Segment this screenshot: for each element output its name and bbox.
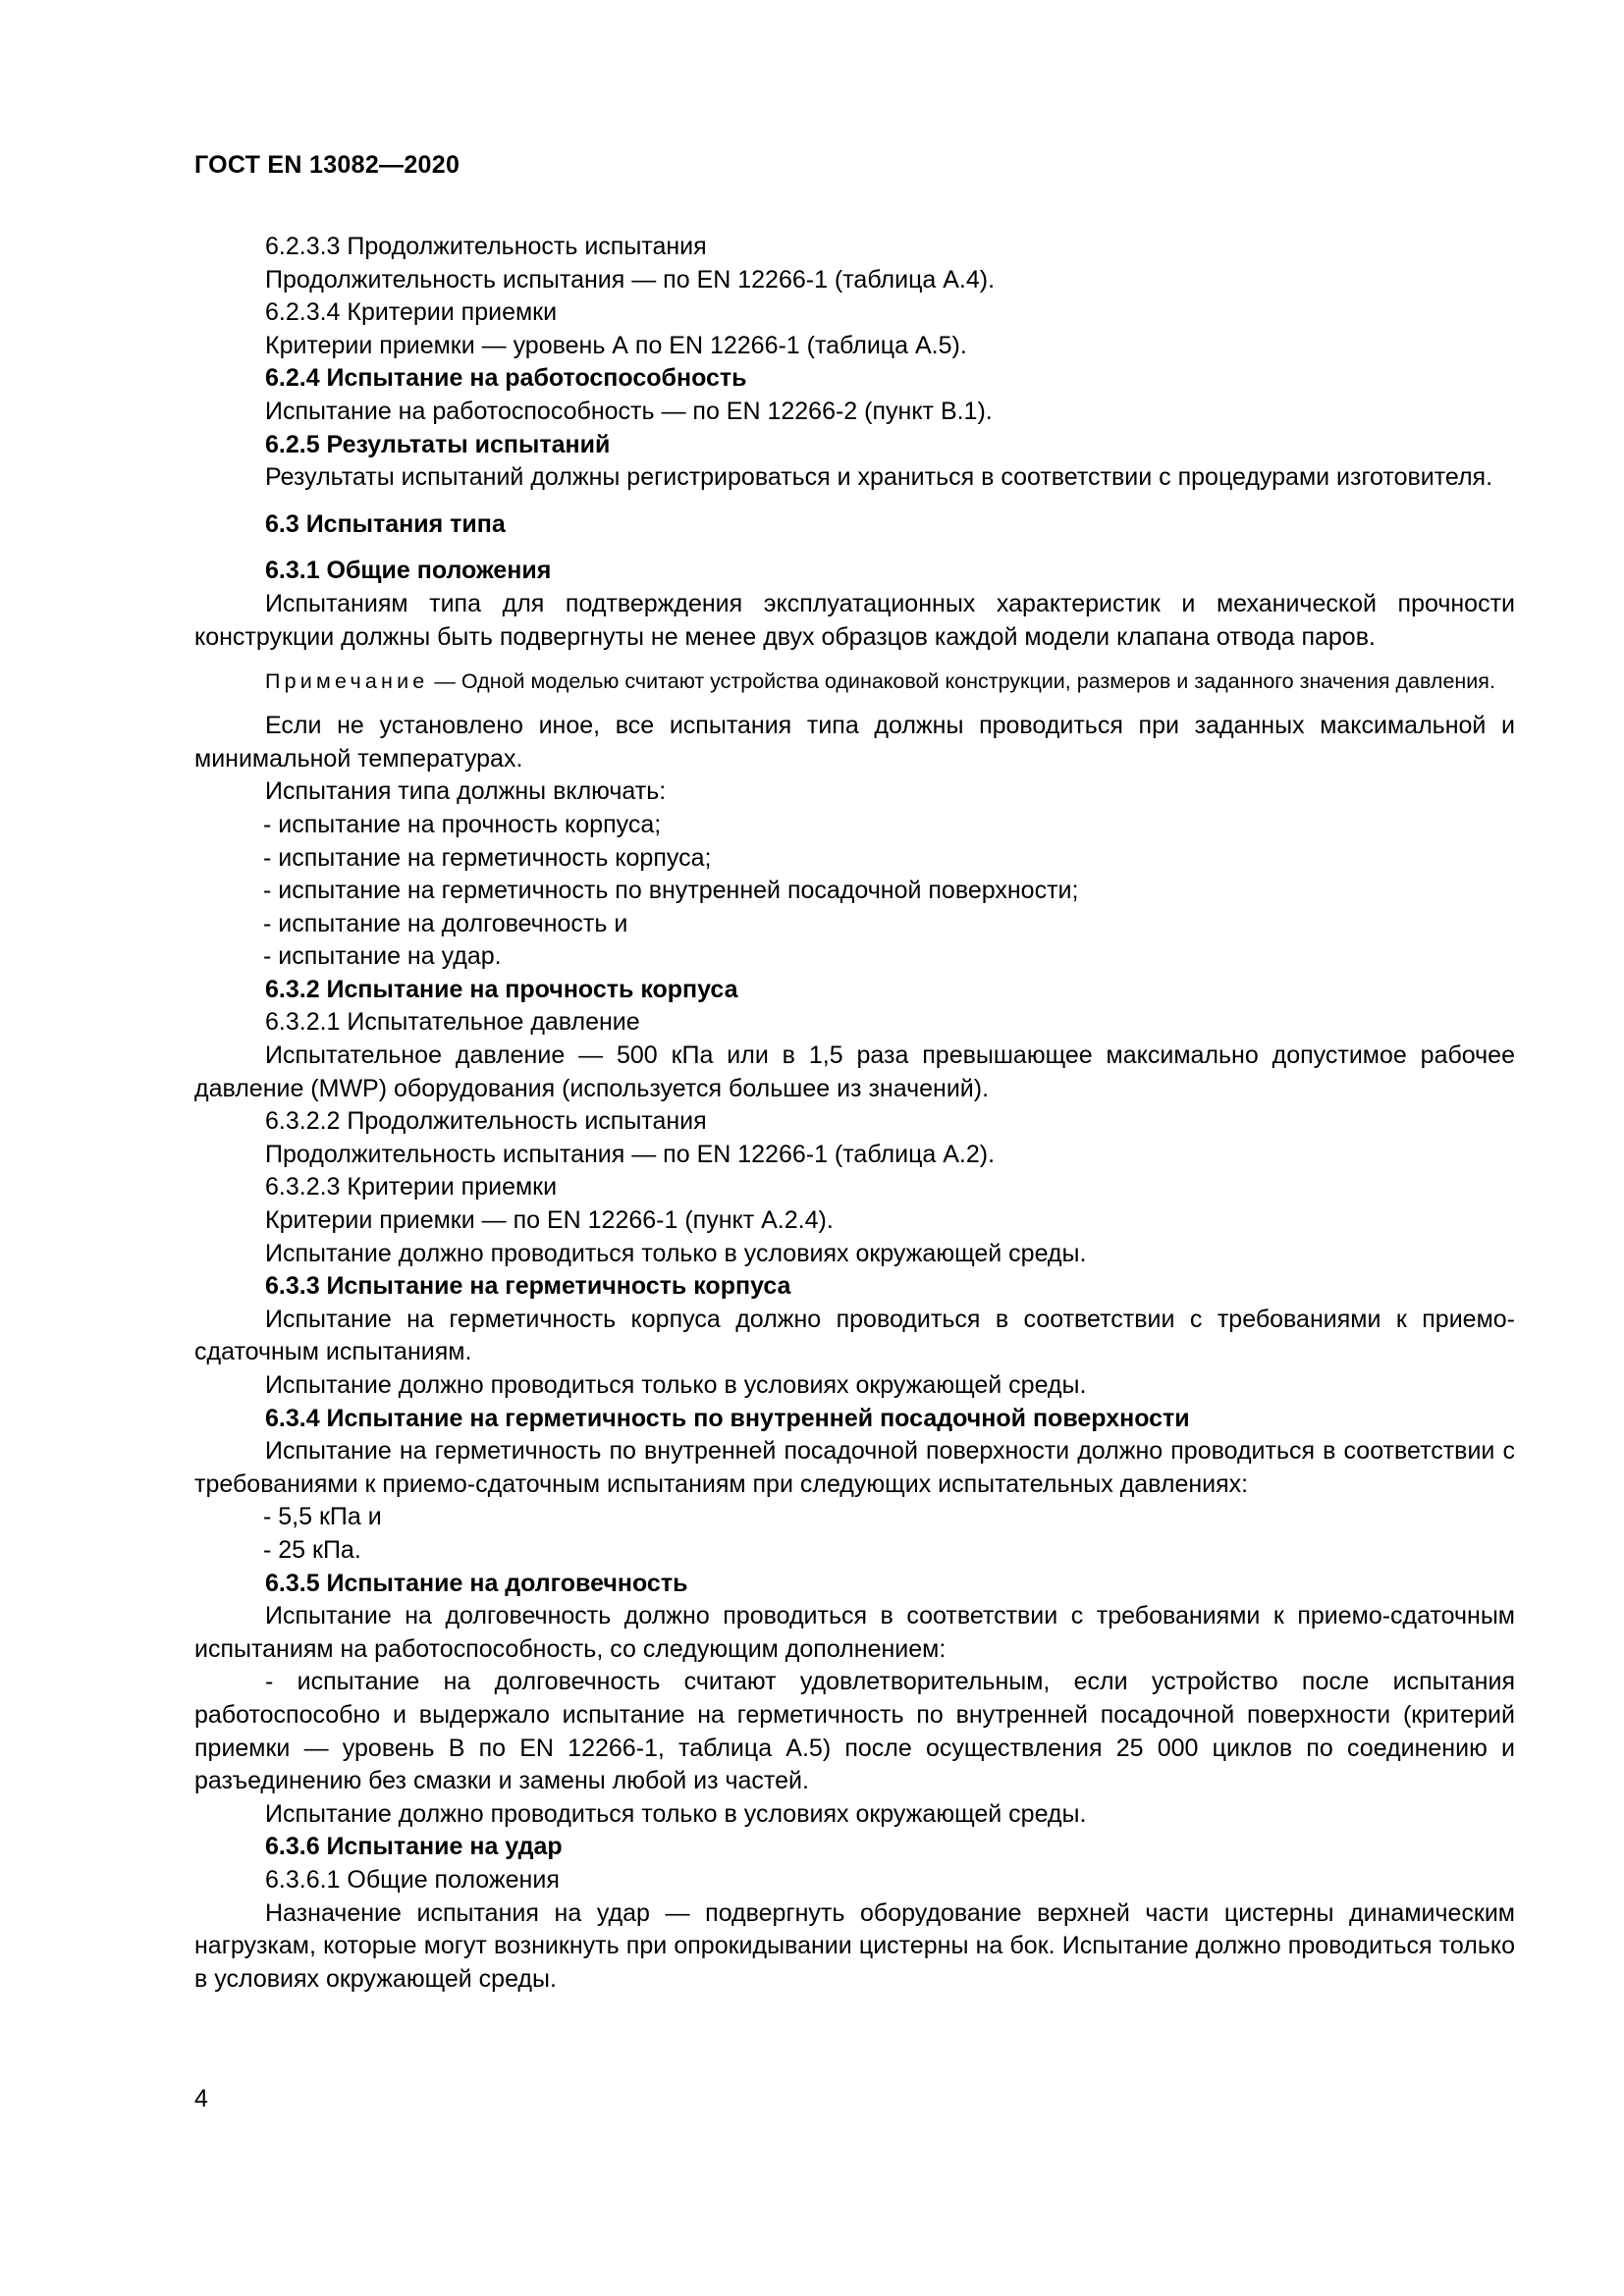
paragraph: Продолжительность испытания — по EN 12266-1 (таблица А.4). [265,265,996,294]
clause-heading: 6.3.4 Испытание на герметичность по внутренней посадочной поверхности [265,1404,1190,1432]
paragraph: Испытание должно проводиться только в условиях окружающей среды. [265,1799,1087,1828]
subclause-heading: 6.3.2.2 Продолжительность испытания [265,1107,707,1136]
subclause-heading: 6.3.6.1 Общие положения [265,1865,560,1894]
list-item: - испытание на долговечность и [263,909,628,937]
clause-heading: 6.3.2 Испытание на прочность корпуса [265,975,738,1003]
note-label: Примечание [265,669,429,694]
paragraph: Испытание на работоспособность — по EN 12266-2 (пункт В.1). [265,397,993,425]
paragraph: Испытание должно проводиться только в условиях окружающей среды. [265,1239,1087,1267]
list-item: - испытание на прочность корпуса; [263,810,662,838]
clause-heading: 6.3.5 Испытание на долговечность [265,1569,688,1597]
paragraph: Назначение испытания на удар — подвергнуть оборудование верхней части цистерны динамическим нагрузкам, которые могут возникнуть при опрокидывании цистерны на бок. Испытание должно проводиться только в условиях окружающей среды. [194,1898,1515,1993]
note-text: — Одной моделью считают устройства одинаковой конструкции, размеров и заданного значения давления. [428,669,1495,694]
paragraph: Испытание должно проводиться только в условиях окружающей среды. [265,1371,1087,1399]
paragraph: Если не установлено иное, все испытания типа должны проводиться при заданных максимальной и минимальной температурах. [194,712,1515,773]
document-header: ГОСТ EN 13082—2020 [194,151,460,179]
paragraph: Результаты испытаний должны регистрироваться и храниться в соответствии с процедурами изготовителя. [265,463,1493,492]
subclause-heading: 6.2.3.4 Критерии приемки [265,298,558,327]
paragraph: Испытания типа должны включать: [265,777,667,806]
note [194,666,1515,698]
list-item: - испытание на герметичность по внутренней посадочной поверхности; [263,877,1079,905]
paragraph: Испытаниям типа для подтверждения эксплуатационных характеристик и механической прочности конструкции должны быть подвергнуты не менее двух образцов каждой модели клапана отвода паров. [194,589,1515,651]
subclause-heading: 6.2.3.3 Продолжительность испытания [265,233,707,260]
list-item: - 5,5 кПа и [263,1503,382,1531]
list-item: - испытание на удар. [263,942,502,971]
section-heading: 6.3 Испытания типа [265,509,506,538]
clause-heading: 6.3.3 Испытание на герметичность корпуса [265,1272,791,1301]
clause-heading: 6.3.1 Общие положения [265,557,552,585]
paragraph: Испытание на долговечность должно проводиться в соответствии с требованиями к приемо-сдаточным испытаниям на работоспособность, со следующим дополнением: [194,1602,1515,1663]
paragraph: Критерии приемки — по EN 12266-1 (пункт А.2.4). [265,1206,834,1235]
page-number: 4 [194,2085,208,2112]
clause-heading: 6.2.5 Результаты испытаний [265,430,611,458]
subclause-heading: 6.3.2.3 Критерии приемки [265,1173,558,1201]
paragraph: Продолжительность испытания — по EN 12266-1 (таблица А.2). [265,1140,996,1168]
subclause-heading: 6.3.2.1 Испытательное давление [265,1008,640,1037]
paragraph: Испытательное давление — 500 кПа или в 1,5 раза превышающее максимально допустимое рабочее давление (MWP) оборудования (используется большее из значений). [194,1041,1515,1102]
paragraph: Критерии приемки — уровень А по EN 12266-1 (таблица А.5). [265,331,967,359]
clause-heading: 6.3.6 Испытание на удар [265,1833,563,1861]
paragraph: Испытание на герметичность по внутренней посадочной поверхности должно проводиться в соответствии с требованиями к приемо-сдаточным испытаниям при следующих испытательных давлениях: [194,1437,1515,1498]
list-item: - 25 кПа. [263,1535,361,1564]
paragraph: Испытание на герметичность корпуса должно проводиться в соответствии с требованиями к приемо-сдаточным испытаниям. [194,1305,1515,1366]
clause-heading: 6.2.4 Испытание на работоспособность [265,364,747,393]
list-item: - испытание на герметичность корпуса; [263,843,712,872]
list-item: - испытание на долговечность считают удовлетворительным, если устройство после испытания работоспособно и выдержало испытание на герметичность по внутренней посадочной поверхности (критерий приемки — уровень В по EN 12266-1, таблица А.5) после осуществления 25 000 циклов по соединению и разъединению без смазки и замены любой из частей. [194,1668,1515,1795]
document-body [194,231,1515,1996]
